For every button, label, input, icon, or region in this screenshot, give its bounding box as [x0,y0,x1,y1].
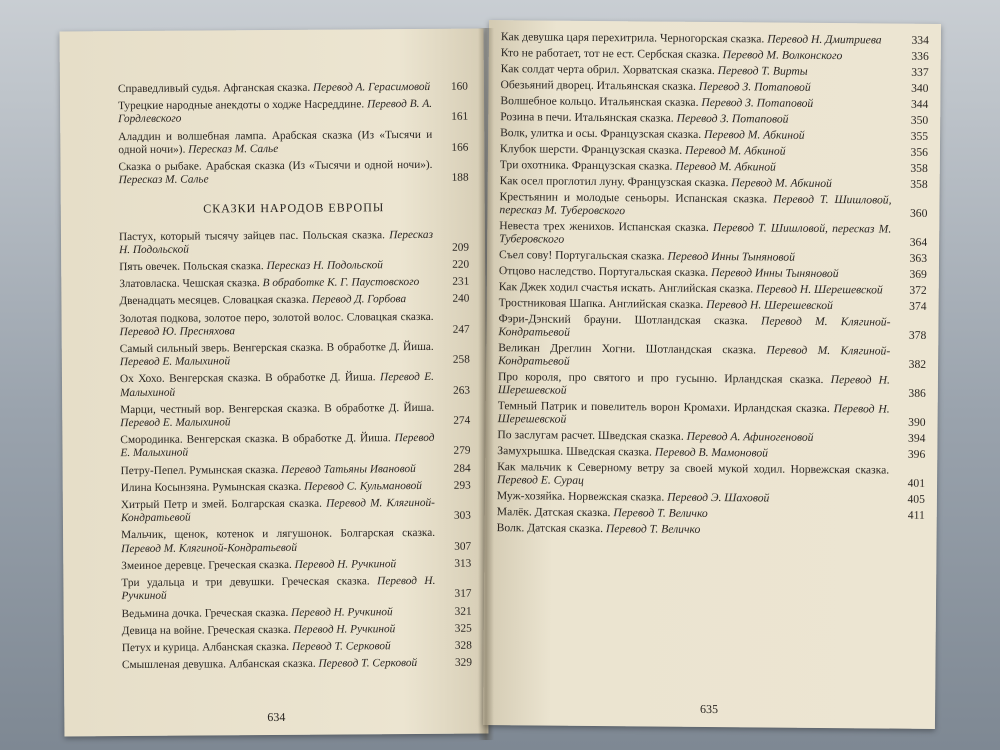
toc-entry [499,248,927,265]
toc-entry-title: Великан Дреглин Хогни. Шотландская сказка. [498,341,757,357]
toc-entry-page: 344 [910,97,929,111]
toc-entry-translator: Перевод Н. Шерешевской [497,402,890,426]
toc-entry-text [120,402,442,431]
toc-entry [118,128,468,157]
toc-entry-title: Ведьмина дочка. Греческая сказка. [121,606,289,620]
toc-entry-title: Сказка о рыбаке. Арабская сказка (Из «Тысячи и одной ночи»). [118,158,433,174]
toc-entry-translator: Перевод Т. Вирты [717,64,808,78]
toc-entry-title: Справедливый судья. Афганская сказка. [117,81,311,96]
toc-entry-text [500,158,900,174]
toc-entry [497,489,925,506]
toc-entry-page: 350 [910,113,929,127]
toc-entry-text [498,341,898,370]
toc-entry [497,460,925,490]
toc-entry-page: 231 [452,275,470,288]
toc-entry-page: 321 [454,605,472,618]
toc-entry-translator: Перевод Н. Дмитриева [767,32,882,47]
toc-entry-text [501,62,901,78]
toc-entry-translator: Перевод М. Клягиной-Кондратьевой [498,314,891,339]
toc-entry-title: Самый сильный зверь. Венгерская сказка. В обработке Д. Йиша. [119,340,434,356]
toc-entry-translator: Перевод М. Абкиной [684,143,786,158]
toc-entry-page: 336 [911,49,929,63]
toc-entry [497,444,925,461]
toc-entry [497,505,925,522]
toc-entry-translator: Перевод М. Клягиной-Кондратьевой [120,496,435,525]
toc-entry-page: 247 [452,323,470,336]
toc-entry-title: Тростниковая Шапка. Английская сказка. [498,296,704,311]
toc-entry-text [497,460,897,489]
toc-entry-translator: Перевод Е. Сурац [497,473,584,487]
toc-entry [499,219,927,249]
toc-entry-translator: Перевод С. Кульмановой [304,479,422,493]
toc-entry-translator: Перевод М. Абкиной [731,176,832,191]
toc-entry-page: 382 [908,357,927,371]
page-number-right: 635 [700,701,719,717]
toc-entry [500,78,928,95]
toc-entry-translator: Перевод Е. Малыхиной [119,355,231,369]
toc-entry-translator: Пересказ М. Салье [118,173,209,187]
left-main-entries [119,228,472,672]
toc-entry-translator: Перевод Ю. Пресняхова [119,325,236,338]
toc-entry-title: Мальчик, щенок, котенок и лягушонок. Болгарская сказка. [121,527,436,542]
toc-entry [119,276,469,292]
toc-entry-text [498,312,898,341]
toc-entry-title: Кто не работает, тот не ест. Сербская сказка. [500,46,720,62]
toc-entry-translator: Перевод М. Абкиной [675,159,776,174]
left-toc [118,81,472,677]
toc-entry-page: 378 [908,328,927,342]
toc-entry [122,622,472,638]
toc-entry-title: Смородинка. Венгерская сказка. В обработке Д. Йиша. [120,432,391,447]
toc-entry-text [119,259,441,274]
toc-entry-page: 166 [451,141,469,154]
toc-entry [118,81,468,97]
toc-entry [121,480,471,496]
toc-entry-translator: Перевод Е. Малыхиной [120,416,231,430]
toc-entry [499,280,927,297]
toc-entry [120,310,470,339]
toc-entry [120,371,470,400]
toc-entry-title: Златовласка. Чешская сказка. [119,277,260,291]
toc-entry-text [500,94,900,110]
toc-entry-text [499,280,899,296]
toc-entry [499,296,927,313]
toc-entry-page: 220 [452,258,470,271]
toc-entry-translator: Перевод Н. Ручкиной [294,558,397,571]
toc-entry-title: Как Джек ходил счастья искать. Английская сказка. [498,280,754,296]
toc-entry-page: 340 [911,81,929,95]
toc-entry [501,30,929,47]
toc-entry-page: 329 [454,656,473,669]
book-gutter [478,28,494,740]
right-toc [497,30,929,541]
toc-entry-translator: Перевод Н. Шерешевской [756,282,883,297]
toc-entry [119,228,469,257]
toc-entry-translator: Перевод Т. Величко [605,522,701,536]
left-top-entries [118,81,469,188]
toc-entry [500,142,928,159]
toc-entry-page: 293 [453,479,471,492]
toc-entry-title: Смышленая девушка. Албанская сказка. [121,657,316,672]
toc-entry-title: Крестьянин и молодые сеньоры. Испанская сказка. [499,190,768,206]
toc-entry [498,341,926,371]
toc-entry-title: Темный Патрик и повелитель ворон Кромахи. Ирландская сказка. [497,399,830,416]
toc-entry-page: 360 [909,206,928,220]
toc-entry-translator: Перевод Татьяны Ивановой [280,462,416,476]
toc-entry-title: Про короля, про святого и про гусыню. Ирландская сказка. [497,370,824,386]
toc-entry-page: 358 [910,177,928,191]
toc-entry [122,640,472,656]
toc-entry-page: 325 [454,622,472,635]
toc-entry-text [118,128,440,157]
toc-entry-page: 284 [453,462,471,475]
toc-entry [498,370,926,400]
toc-entry-text [118,81,440,96]
toc-entry-text [499,248,899,264]
toc-entry-translator: Перевод Н. Ручкиной [121,574,436,603]
toc-entry-page: 279 [453,445,471,458]
toc-entry-page: 209 [452,241,470,254]
toc-entry-text [499,296,899,312]
toc-entry [121,462,471,478]
toc-entry-text [500,78,900,94]
toc-entry-translator: Перевод Д. Горбова [311,293,407,307]
toc-entry-translator: Перевод А. Афиногеновой [686,429,814,444]
toc-entry-page: 337 [911,65,929,79]
toc-entry-title: Как девушка царя перехитрила. Черногорская сказка. [500,30,765,46]
section-title: СКАЗКИ НАРОДОВ ЕВРОПЫ [203,200,385,216]
toc-entry-page: 274 [453,414,471,427]
toc-entry-title: Петру-Пепел. Румынская сказка. [120,463,279,477]
toc-entry [498,312,926,342]
toc-entry-title: Три удальца и три девушки. Греческая сказка. [121,575,370,590]
toc-entry-page: 317 [454,587,472,601]
toc-entry-translator: Пересказ Н. Подольской [119,228,434,256]
toc-entry-text [497,428,897,444]
toc-entry-translator: Пересказ М. Салье [188,142,279,156]
toc-entry-page: 386 [908,386,926,400]
toc-entry-title: Пять овечек. Польская сказка. [119,260,264,274]
toc-entry-text [499,264,899,280]
toc-entry-title: Хитрый Петр и змей. Болгарская сказка. [120,497,322,512]
toc-entry [120,341,470,370]
toc-entry-title: Турецкие народные анекдоты о ходже Насреддине. [118,98,365,113]
toc-entry-translator: Перевод М. Клягиной-Кондратьевой [498,343,891,368]
toc-entry-title: Золотая подкова, золотое перо, золотой волос. Словацкая сказка. [119,310,434,325]
toc-entry [121,558,471,574]
right-main-entries [497,30,929,538]
toc-entry-title: Обезьяний дворец. Итальянская сказка. [500,78,696,93]
toc-entry-title: Съел сову! Португальская сказка. [498,248,665,263]
toc-entry [498,399,926,429]
toc-entry [501,62,929,79]
toc-entry-page: 307 [454,540,472,553]
toc-entry-page: 355 [910,129,929,143]
toc-entry-text [497,521,897,537]
toc-entry-title: Волк. Датская сказка. [496,521,604,536]
toc-entry [122,657,472,673]
toc-entry-title: Пастух, который тысячу зайцев пас. Польская сказка. [118,228,385,243]
toc-entry-page: 390 [908,415,926,429]
toc-entry-title: Волк, улитка и осы. Французская сказка. [500,126,702,141]
toc-entry-translator: Перевод В. Мамоновой [654,445,769,460]
toc-entry [497,428,925,445]
toc-entry-title: Фэри-Дэнский брауни. Шотландская сказка. [498,312,748,328]
toc-entry-translator: Перевод Инны Тыняновой [667,249,795,264]
toc-entry-translator: Перевод Т. Шишловой, пересказ М. Туберовского [499,192,892,218]
toc-entry [120,401,470,430]
toc-entry-translator: Перевод З. Потаповой [676,111,789,126]
toc-entry [499,264,927,281]
toc-entry-text [121,558,443,573]
toc-entry-translator: Перевод З. Потаповой [698,79,811,94]
toc-entry-translator: Перевод В. А. Гордлевского [118,98,433,126]
toc-entry [121,527,471,556]
toc-entry [118,98,468,127]
toc-entry-title: По заслугам расчет. Шведская сказка. [497,428,684,443]
toc-entry-page: 358 [910,161,928,175]
toc-entry [122,605,472,621]
toc-entry-title: Марци, честный вор. Венгерская сказка. В обработке Д. Йиша. [120,401,435,416]
toc-entry-text [121,527,443,556]
toc-entry [497,521,925,538]
toc-entry-translator: Перевод Инны Тыняновой [711,265,839,281]
toc-entry-page: 369 [909,267,927,281]
toc-entry-text [500,142,900,158]
toc-entry-text [120,341,442,370]
toc-entry-title: Розина в печи. Итальянская сказка. [500,110,674,125]
toc-entry-text [121,575,443,604]
toc-entry [501,46,929,63]
toc-entry-text [122,640,444,655]
toc-entry-translator: Перевод Э. Шаховой [667,490,770,505]
toc-entry-page: 405 [907,492,925,506]
toc-entry-page: 372 [909,283,927,297]
toc-entry-translator: Пересказ Н. Подольской [266,259,383,273]
toc-entry-text [119,293,441,308]
toc-entry-text [121,462,443,477]
toc-entry-text [119,228,441,257]
toc-entry-title: Клубок шерсти. Французская сказка. [499,142,683,157]
toc-entry-title: Три охотника. Французская сказка. [499,158,673,173]
toc-entry-text [499,219,899,248]
page-number-left: 634 [267,709,286,725]
toc-entry-text [498,370,898,399]
toc-entry-translator: Перевод А. Герасимовой [312,80,431,94]
toc-entry-page: 263 [453,384,471,397]
toc-entry-title: Илина Косынзяна. Румынская сказка. [120,480,302,494]
toc-entry-title: Аладдин и волшебная лампа. Арабская сказка (Из «Тысячи и одной ночи»). [118,128,433,156]
toc-entry [118,159,468,188]
toc-entry-page: 334 [911,33,929,47]
toc-entry-title: Муж-хозяйка. Норвежская сказка. [496,489,665,504]
toc-entry-page: 363 [909,251,928,265]
toc-entry-page: 328 [454,639,472,652]
toc-entry-text [501,30,901,46]
toc-entry-page: 411 [907,508,925,522]
toc-entry-translator: Перевод Т. Серковой [318,657,418,670]
toc-entry-title: Невеста трех женихов. Испанская сказка. [499,219,709,234]
toc-entry-text [121,480,443,495]
toc-entry-text [497,444,897,460]
toc-entry-page: 364 [909,235,928,249]
toc-entry-text [118,98,440,127]
toc-entry-text [122,623,444,638]
toc-entry-translator: Перевод Т. Шишловой, пересказ М. Туберовского [499,221,892,246]
toc-entry [499,190,927,220]
toc-entry-page: 401 [907,476,926,490]
toc-entry [500,126,928,143]
toc-entry-title: Двенадцать месяцев. Словацкая сказка. [119,294,310,308]
toc-entry [119,293,469,309]
toc-entry-translator: Перевод Т. Величко [613,506,708,520]
toc-entry-text [122,657,444,672]
toc-entry-translator: Перевод Н. Шерешевской [706,297,833,313]
toc-entry-translator: Перевод Е. Малыхиной [120,432,435,460]
toc-entry-title: Как солдат черта обрил. Хорватская сказка. [500,62,715,78]
toc-entry-page: 374 [909,299,927,313]
toc-entry-title: Девица на войне. Греческая сказка. [121,623,291,637]
toc-entry-text [119,276,441,291]
toc-entry-translator: В обработке К. Г. Паустовского [262,276,420,290]
toc-entry [121,497,471,526]
toc-entry-translator: Перевод Е. Малыхиной [120,371,435,399]
toc-entry-text [121,497,443,526]
toc-entry [500,110,928,127]
toc-entry-title: Отцово наследство. Португальская сказка. [498,264,709,279]
toc-entry-title: Ох Хохо. Венгерская сказка. В обработке Д. Йиша. [119,371,376,386]
toc-entry-text [501,46,901,62]
toc-entry-text [499,190,899,219]
toc-entry-translator: Перевод З. Потаповой [701,95,814,110]
toc-entry-translator: Перевод Н. Ручкиной [291,605,393,619]
toc-entry-text [497,489,897,505]
toc-entry-title: Малёк. Датская сказка. [496,505,611,520]
toc-entry-text [120,432,442,461]
toc-entry [121,575,471,604]
toc-entry-title: Замухрышка. Шведская сказка. [497,444,652,459]
toc-entry-page: 356 [910,145,929,159]
toc-entry [500,158,928,175]
toc-entry-title: Как осел проглотил луну. Французская сказка. [499,174,729,190]
toc-entry-translator: Перевод М. Абкиной [704,127,805,142]
toc-entry-translator: Перевод Н. Шерешевской [497,373,891,397]
toc-entry-page: 394 [908,431,926,445]
toc-entry-page: 240 [452,293,470,306]
toc-entry-title: Как мальчик к Северному ветру за своей мукой ходил. Норвежская сказка. [497,460,890,477]
left-page [60,29,489,737]
toc-entry [119,259,469,275]
toc-entry-page: 303 [453,509,471,523]
toc-entry [500,94,928,111]
toc-entry-text [120,310,442,339]
toc-entry-text [500,110,900,126]
toc-entry-title: Волшебное кольцо. Итальянская сказка. [500,94,699,109]
toc-entry-text [500,174,900,190]
toc-entry-page: 258 [452,353,470,367]
toc-entry-title: Змеиное деревце. Греческая сказка. [121,558,292,572]
toc-entry-page: 160 [450,80,468,93]
toc-entry-translator: Перевод М. Клягиной-Кондратьевой [121,541,297,555]
toc-entry-text [122,605,444,620]
toc-entry [120,432,470,461]
toc-entry-text [118,159,440,188]
right-page [483,20,941,729]
toc-entry-text [498,399,898,428]
toc-entry-page: 313 [454,557,472,570]
toc-entry-text [500,126,900,142]
toc-entry-page: 188 [451,171,469,184]
toc-entry-title: Петух и курица. Албанская сказка. [121,640,290,654]
toc-entry-text [497,505,897,521]
toc-entry-translator: Перевод Т. Серковой [291,640,391,653]
toc-entry-translator: Перевод Н. Ручкиной [293,622,396,636]
toc-entry-text [120,371,442,400]
toc-entry-page: 396 [907,447,926,461]
toc-entry-translator: Перевод М. Волконского [722,48,843,63]
toc-entry-page: 161 [451,111,469,124]
toc-entry [500,174,928,191]
